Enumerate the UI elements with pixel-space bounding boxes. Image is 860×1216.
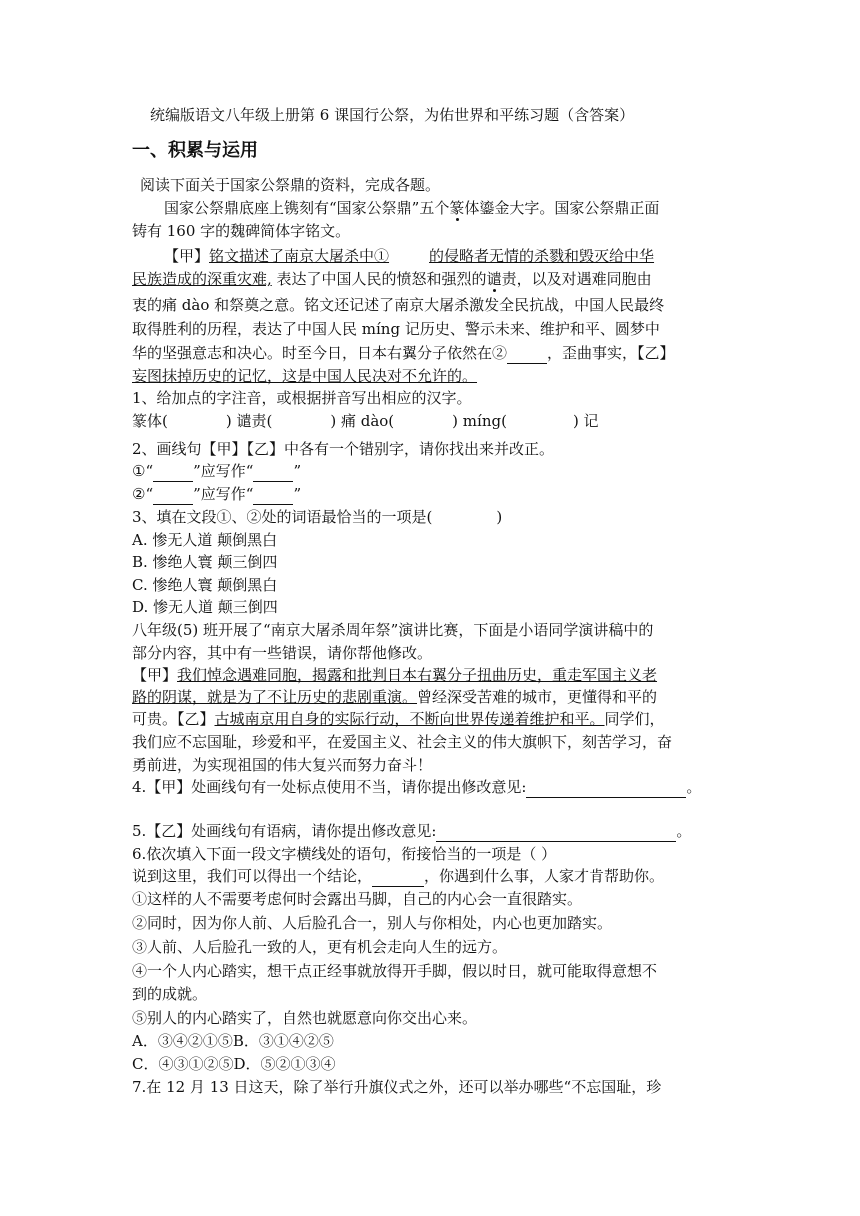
- question-5: 5.【乙】处画线句有语病，请你提出修改意见: 。: [132, 822, 692, 840]
- paragraph-line: 【甲】我们悼念遇难同胞，揭露和批判日本右翼分子扭曲历史，重走军国主义老: [132, 666, 658, 684]
- question-7: 7.在 12 月 13 日这天，除了举行升旗仪式之外，还可以举办哪些“不忘国耻，珍: [132, 1078, 662, 1096]
- dotted-char: 谴: [486, 270, 502, 288]
- question-4: 4.【甲】处画线句有一处标点使用不当，请你提出修改意见: 。: [132, 778, 702, 796]
- blank-line: [372, 870, 424, 887]
- blank-line: [507, 347, 547, 364]
- paragraph-line: 华的坚强意志和决心。时至今日，日本右翼分子依然在② ，歪曲事实，【乙】: [132, 344, 675, 362]
- question-2-item-1: ①“ ”应写作“ ”: [132, 462, 302, 480]
- paragraph-line: 铸有 160 字的魏碑简体字铭文。: [132, 222, 351, 240]
- answer-blank: [526, 781, 686, 798]
- paragraph-line: 路的阴谋，就是为了不让历史的悲剧重演。曾经深受苦难的城市，更懂得和平的: [132, 688, 658, 706]
- section-heading: 一、积累与运用: [132, 140, 258, 161]
- option-d: D. 惨无人道 颠三倒四: [132, 598, 278, 616]
- sentence-4-cont: 到的成就。: [132, 985, 208, 1003]
- paragraph-line: 我们应不忘国耻，珍爱和平，在爱国主义、社会主义的伟大旗帜下，刻苦学习，奋: [132, 733, 673, 751]
- document-title: 统编版语文八年级上册第 6 课国行公祭，为佑世界和平练习题（含答案）: [150, 106, 635, 124]
- answer-blank: [436, 825, 676, 842]
- question-6-stem: 说到这里，我们可以得出一个结论， ，你遇到什么事，人家才肯帮助你。: [132, 867, 665, 885]
- paragraph-line: 民族造成的深重灾难, 表达了中国人民的愤怒和强烈的谴责，以及对遇难同胞由: [132, 270, 652, 288]
- paragraph-line: 【甲】铭文描述了南京大屠杀中① 的侵略者无情的杀戮和毁灭给中华: [164, 247, 655, 265]
- question-6: 6.依次填入下面一段文字横线处的语句，衔接恰当的一项是（ ）: [132, 845, 557, 863]
- blank-line: [153, 488, 193, 505]
- question-1-blanks: 篆体( ) 谴责( ) 痛 dào( ) míng( ) 记: [132, 412, 599, 430]
- options-cd: C．④③①②⑤D．⑤②①③④: [132, 1055, 336, 1073]
- blank-line: [153, 465, 193, 482]
- blank-line: [253, 465, 293, 482]
- option-b: B. 惨绝人寰 颠三倒四: [132, 553, 278, 571]
- sentence-2: ②同时，因为你人前、人后脸孔合一，别人与你相处，内心也更加踏实。: [132, 914, 613, 932]
- paragraph-line: 取得胜利的历程，表达了中国人民 míng 记历史、警示未来、维护和平、圆梦中: [132, 320, 660, 338]
- paragraph-line: 八年级(5) 班开展了“南京大屠杀周年祭”演讲比赛，下面是小语同学演讲稿中的: [132, 621, 654, 639]
- option-c: C. 惨绝人寰 颠倒黑白: [132, 576, 278, 594]
- paragraph-line: 部分内容，其中有一些错误，请你帮他修改。: [132, 644, 433, 662]
- sentence-4: ④一个人内心踏实，想干点正经事就放得开手脚，假以时日，就可能取得意想不: [132, 962, 658, 980]
- question-2-item-2: ②“ ”应写作“ ”: [132, 485, 302, 503]
- intro-line: 阅读下面关于国家公祭鼎的资料，完成各题。: [140, 176, 441, 194]
- paragraph-line: 妄图抹掉历史的记忆，这是中国人民决对不允许的。: [132, 367, 478, 385]
- options-ab: A．③④②①⑤B．③①④②⑤: [132, 1032, 334, 1050]
- question-2: 2、画线句【甲】【乙】中各有一个错别字，请你找出来并改正。: [132, 440, 555, 458]
- paragraph-line: 勇前进，为实现祖国的伟大复兴而努力奋斗！: [132, 756, 433, 774]
- blank-line: [253, 488, 293, 505]
- paragraph-line: 可贵。【乙】古城南京用自身的实际行动，不断向世界传递着维护和平。同学们，: [132, 710, 665, 728]
- paragraph-line: 衷的痛 dào 和祭奠之意。铭文还记述了南京大屠杀激发全民抗战，中国人民最终: [132, 296, 665, 314]
- sentence-5: ⑤别人的内心踏实了，自然也就愿意向你交出心来。: [132, 1009, 478, 1027]
- option-a: A. 惨无人道 颠倒黑白: [132, 531, 278, 549]
- sentence-3: ③人前、人后脸孔一致的人，更有机会走向人生的远方。: [132, 938, 508, 956]
- sentence-1: ①这样的人不需要考虑何时会露出马脚，自己的内心会一直很踏实。: [132, 890, 583, 908]
- paragraph-line: 国家公祭鼎底座上镌刻有“国家公祭鼎”五个篆体鎏金大字。国家公祭鼎正面: [164, 199, 660, 217]
- dotted-char: 篆: [449, 199, 465, 217]
- question-1: 1、给加点的字注音，或根据拼音写出相应的汉字。: [132, 389, 472, 407]
- question-3: 3、填在文段①、②处的词语最恰当的一项是( ): [132, 508, 503, 526]
